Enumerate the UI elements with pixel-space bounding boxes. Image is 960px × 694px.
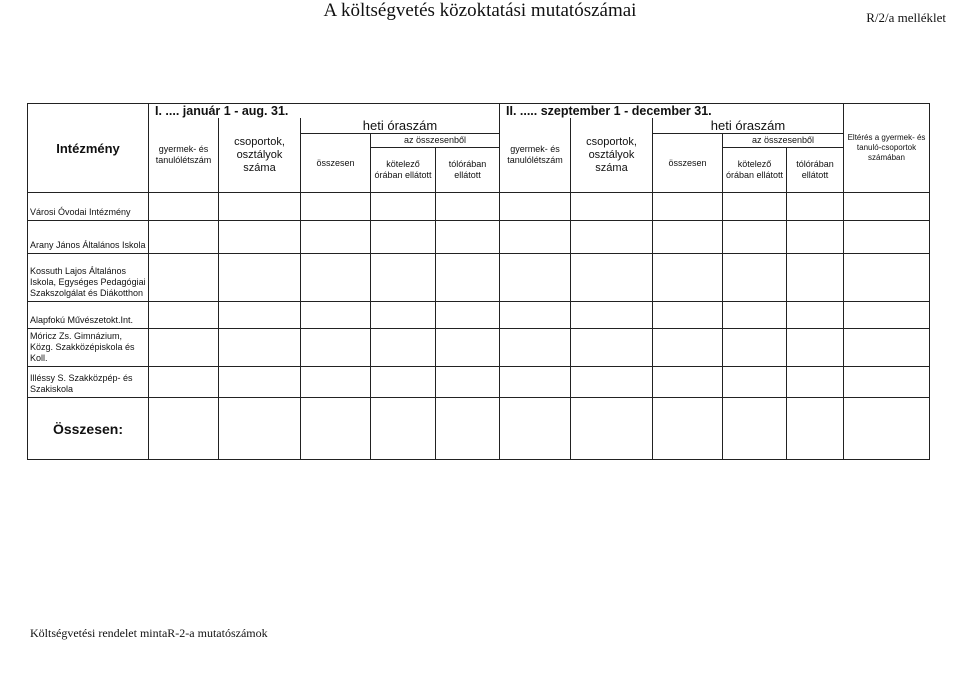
institution-name: Arany János Általános Iskola xyxy=(28,221,149,254)
institution-name: Alapfokú Művészetokt.Int. xyxy=(28,302,149,329)
period1-header: I. .... január 1 - aug. 31. xyxy=(149,104,500,119)
table-row xyxy=(28,329,930,367)
weekly-hours-header-1: heti óraszám xyxy=(301,118,500,134)
footer-note: Költségvetési rendelet mintaR-2-a mutatószámok xyxy=(30,626,268,640)
table-row xyxy=(28,193,930,221)
institution-name: Illéssy S. Szakközpép- és Szakiskola xyxy=(28,367,149,398)
institution-header: Intézmény xyxy=(28,104,149,193)
extra-header-1: tólórában ellátott xyxy=(436,148,500,193)
of-total-header-1: az összesenből xyxy=(371,134,500,148)
mandatory-header-1: kötelező órában ellátott xyxy=(371,148,436,193)
institution-name: Móricz Zs. Gimnázium, Közg. Szakközépiskola és Koll. xyxy=(28,329,149,367)
weekly-hours-header-2: heti óraszám xyxy=(653,118,844,134)
institution-name: Kossuth Lajos Általános Iskola, Egységes Pedagógiai Szakszolgálat és Diákotthon xyxy=(28,254,149,302)
table-row xyxy=(28,221,930,254)
institution-name: Városi Óvodai Intézmény xyxy=(28,193,149,221)
period2-header: II. ..... szeptember 1 - december 31. xyxy=(500,104,844,119)
total-label: Összesen: xyxy=(28,398,149,460)
indicator-table xyxy=(27,103,930,460)
table-row xyxy=(28,254,930,302)
groups-header-2: csoportok, osztályok száma xyxy=(571,118,653,193)
of-total-header-2: az összesenből xyxy=(723,134,844,148)
difference-header: Eltérés a gyermek- és tanuló-csoportok számában xyxy=(844,104,930,193)
total-header-1: összesen xyxy=(301,134,371,193)
groups-header-1: csoportok, osztályok száma xyxy=(219,118,301,193)
extra-header-2: tólórában ellátott xyxy=(787,148,844,193)
students-header-2: gyermek- és tanulólétszám xyxy=(500,118,571,193)
total-row xyxy=(28,398,930,460)
table-row xyxy=(28,367,930,398)
students-header-1: gyermek- és tanulólétszám xyxy=(149,118,219,193)
mandatory-header-2: kötelező órában ellátott xyxy=(723,148,787,193)
annex-label: R/2/a melléklet xyxy=(866,10,946,25)
table-row xyxy=(28,302,930,329)
total-header-2: összesen xyxy=(653,134,723,193)
page-title: A költségvetés közoktatási mutatószámai xyxy=(323,0,637,21)
